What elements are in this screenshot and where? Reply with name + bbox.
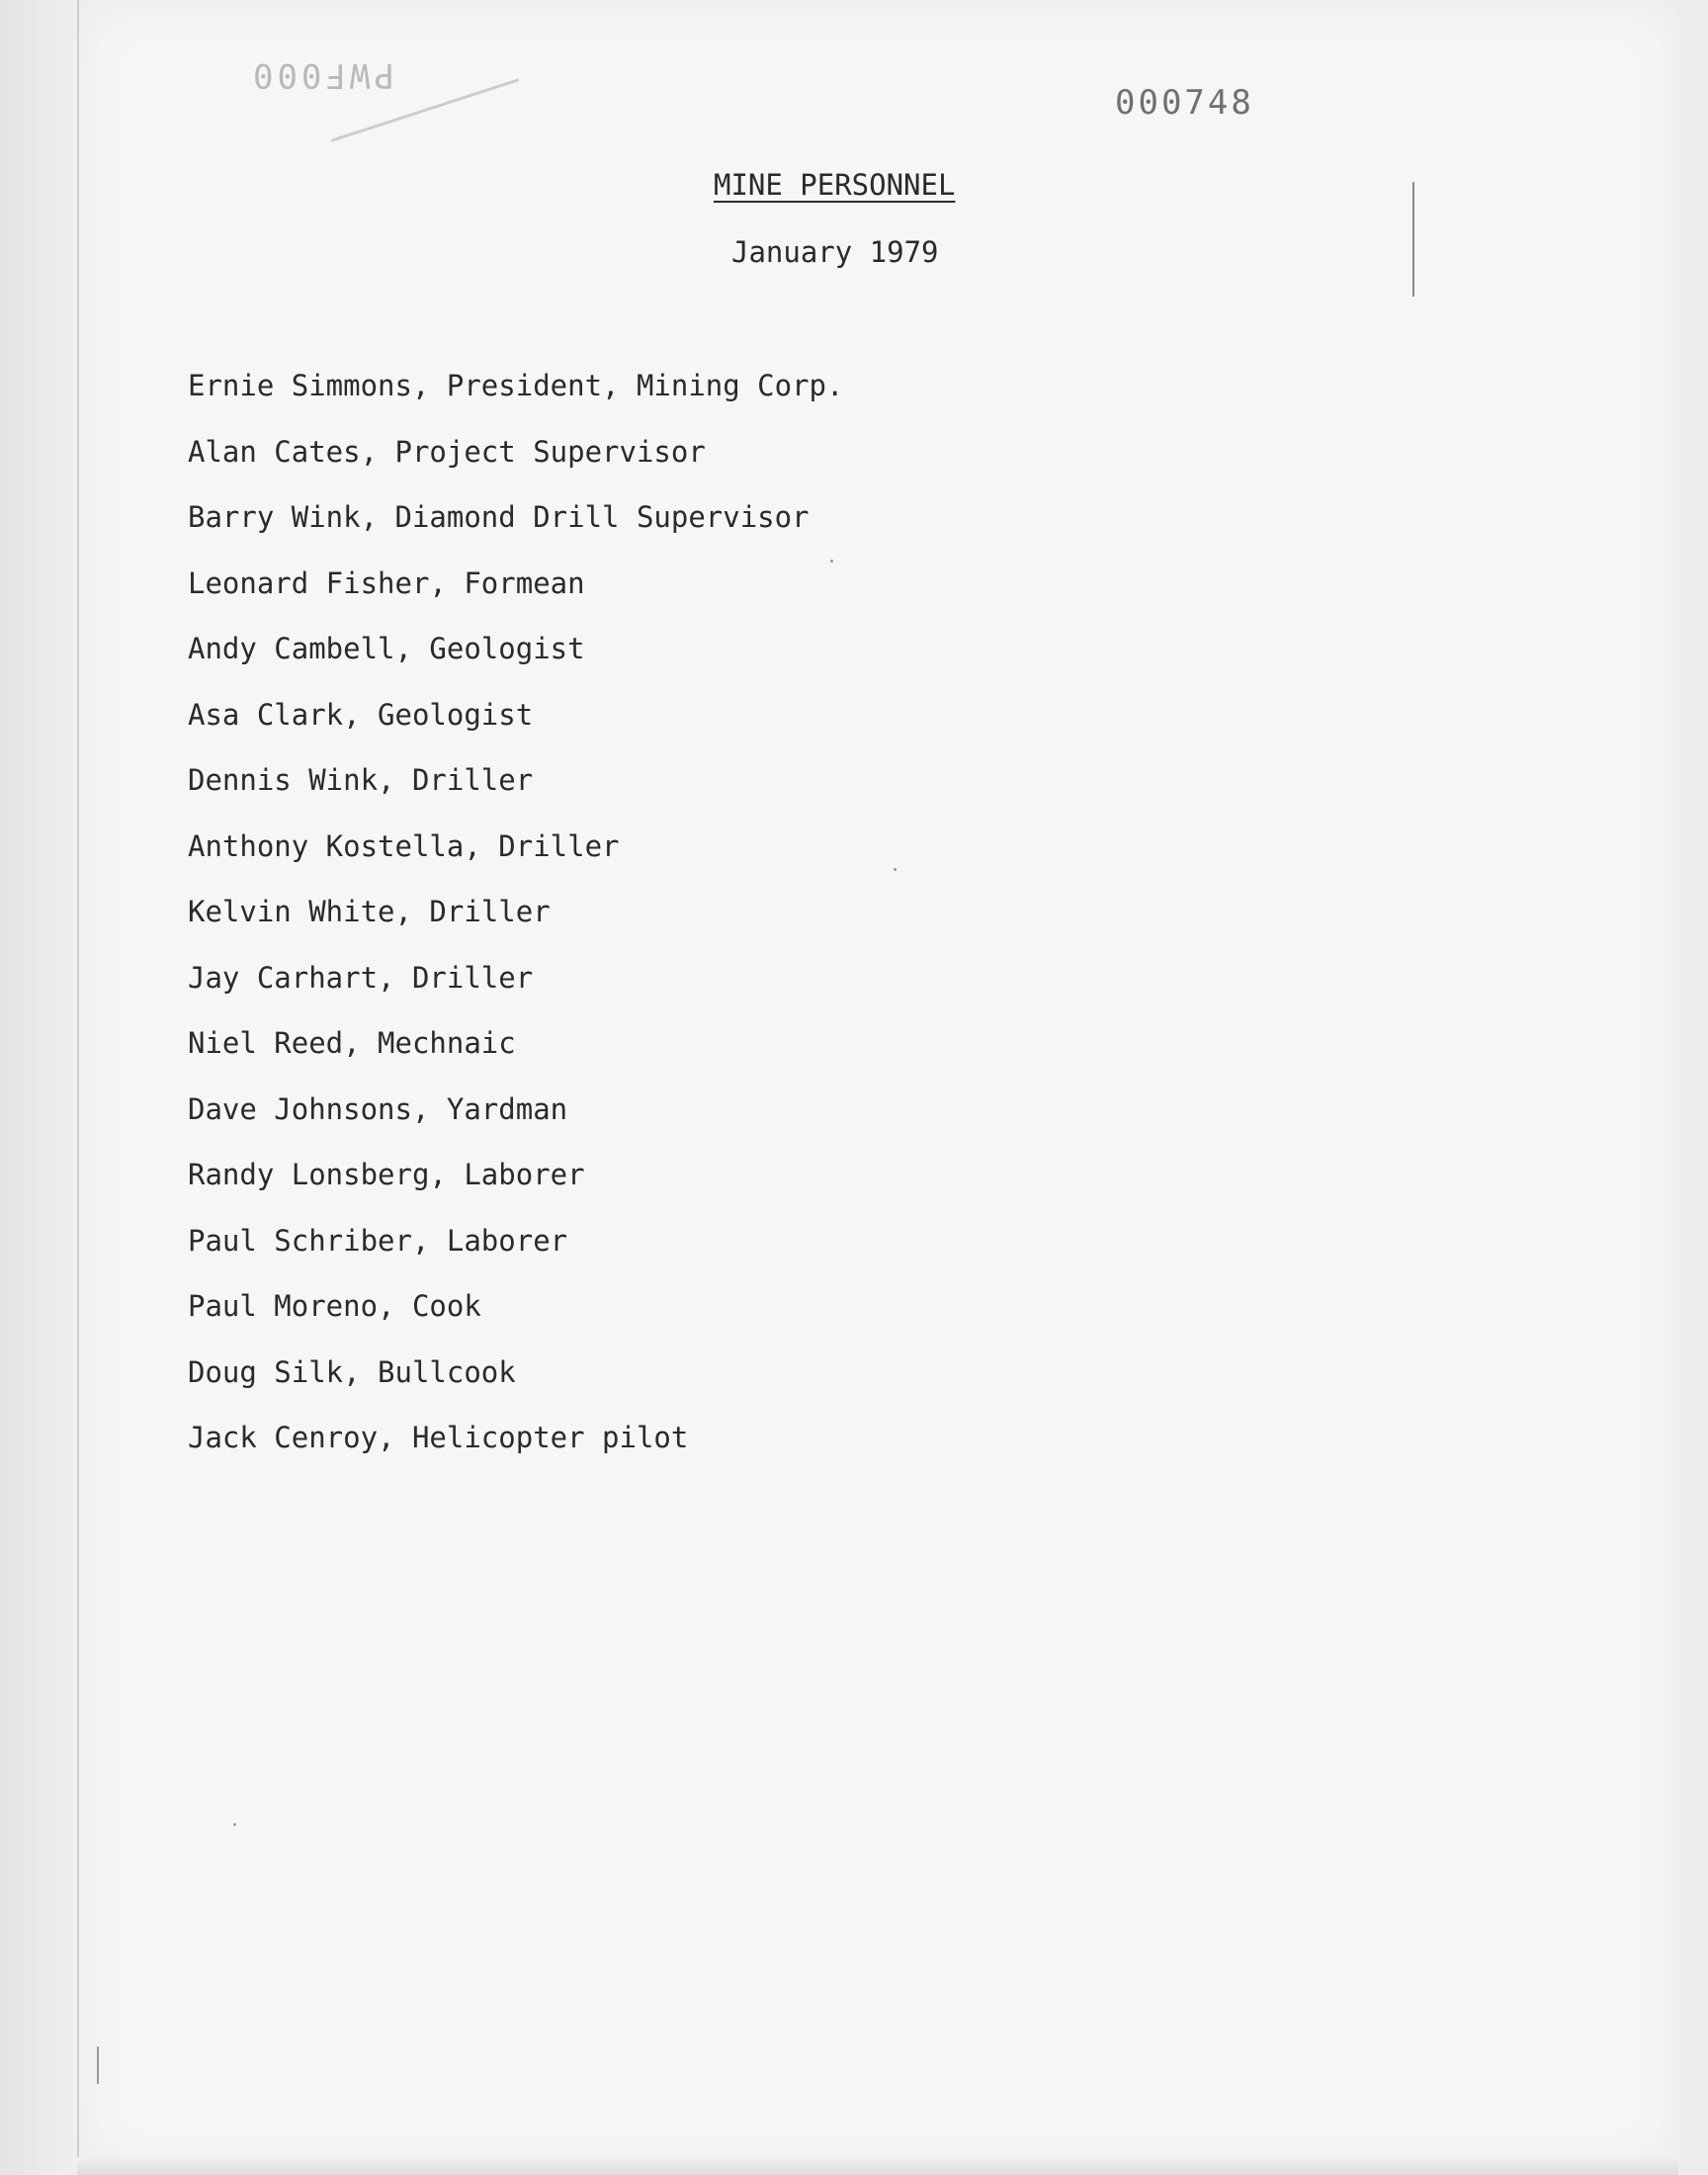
faded-bates-stamp: PWF000 — [249, 55, 394, 95]
personnel-entry: Alan Cates, Project Supervisor — [188, 434, 706, 469]
personnel-entry: Barry Wink, Diamond Drill Supervisor — [188, 500, 810, 534]
personnel-entry: Dave Johnsons, Yardman — [188, 1091, 568, 1126]
margin-pencil-mark — [1412, 182, 1414, 297]
personnel-entry: Jack Cenroy, Helicopter pilot — [188, 1421, 689, 1454]
personnel-entry: Asa Clark, Geologist — [188, 697, 534, 732]
personnel-entry: Jay Carhart, Driller — [188, 960, 534, 995]
personnel-entry: Paul Moreno, Cook — [188, 1289, 481, 1323]
margin-tick-mark — [97, 2046, 99, 2084]
scan-speck — [894, 868, 897, 871]
personnel-entry: Doug Silk, Bullcook — [188, 1354, 516, 1389]
personnel-entry: Leonard Fisher, Formean — [188, 566, 585, 600]
document-date: January 1979 — [731, 235, 939, 269]
scan-left-margin — [0, 0, 77, 2175]
personnel-entry: Ernie Simmons, President, Mining Corp. — [188, 369, 844, 402]
personnel-entry: Dennis Wink, Driller — [188, 763, 534, 797]
scan-speck — [830, 560, 833, 563]
scan-bottom-edge — [77, 2157, 1678, 2175]
personnel-entry: Andy Cambell, Geologist — [188, 632, 585, 665]
bates-number-stamp: 000748 — [1115, 83, 1254, 123]
personnel-entry: Paul Schriber, Laborer — [188, 1223, 568, 1258]
personnel-list — [188, 366, 843, 1484]
personnel-entry: Kelvin White, Driller — [188, 895, 551, 928]
scan-speck — [233, 1823, 236, 1826]
personnel-entry: Anthony Kostella, Driller — [188, 828, 620, 863]
personnel-entry: Randy Lonsberg, Laborer — [188, 1158, 585, 1191]
personnel-entry: Niel Reed, Mechnaic — [188, 1026, 516, 1060]
document-title: MINE PERSONNEL — [714, 168, 956, 202]
